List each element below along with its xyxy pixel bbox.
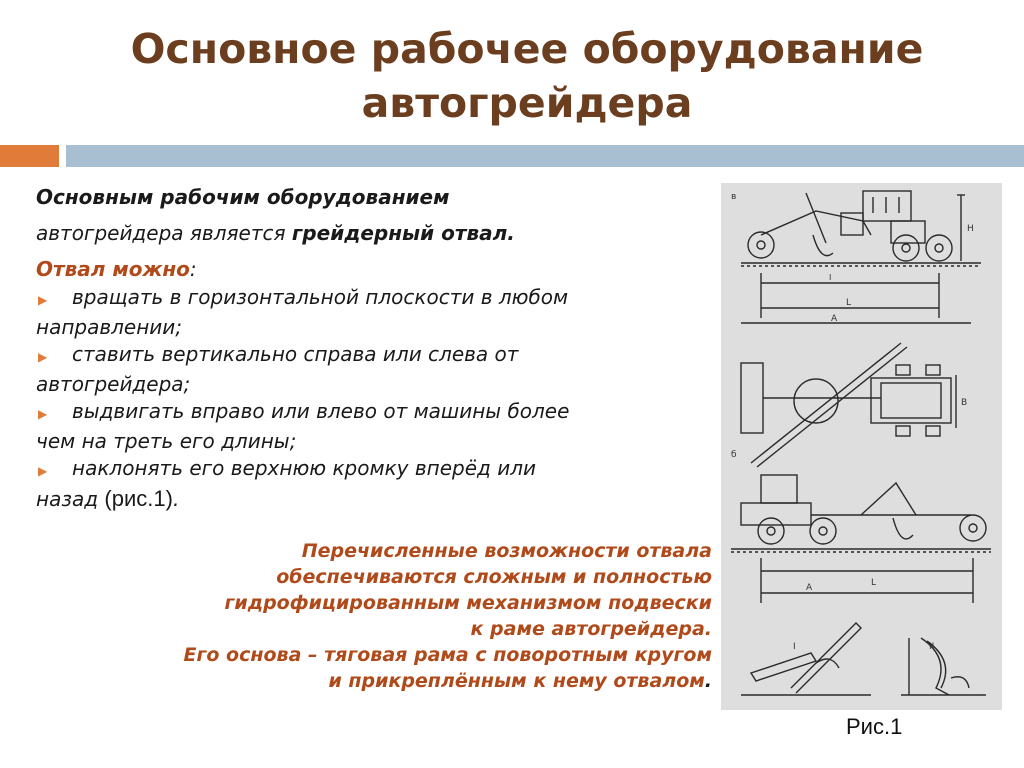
bullet-item [36,455,716,513]
bullet-end: . [172,487,180,511]
rear-wheel-icon [893,235,919,261]
rear-wheel-icon [926,235,952,261]
intro-emphasis: грейдерный отвал. [291,221,515,245]
bullet-item [36,398,716,455]
label-section: I [829,273,832,282]
turning-circle-icon [794,379,838,423]
title-line-1: Основное рабочее оборудование [130,25,924,73]
bullet-text-cont: направлении; [36,315,183,339]
note-line: Перечисленные возможности отвала [301,540,712,562]
intro-line-1: Основным рабочим оборудованием [36,185,450,209]
body-text [36,180,716,513]
bullet-text-cont: назад [36,487,105,511]
bullet-text: вращать в горизонтальной плоскости в любом [72,285,569,309]
slide-title [0,22,1024,130]
label-L2: L [871,578,877,588]
note-line: обеспечиваются сложным и полностью [276,566,712,588]
note-line: Его основа – тяговая рама с поворотным кругом [183,644,712,666]
cab-icon [863,191,911,221]
sub-heading-colon: : [189,257,197,281]
grader-drawing [721,183,1002,710]
grader-drawing-figure [721,183,1002,710]
bullet-text: выдвигать вправо или влево от машины более [72,399,570,423]
bullet-text-cont: чем на треть его длины; [36,429,297,453]
bullet-text: наклонять его верхнюю кромку вперёд или [72,456,536,480]
sub-heading-label: Отвал можно [36,257,190,281]
bullet-text-cont: автогрейдера; [36,372,191,396]
label-b: б [731,450,737,460]
sub-heading [36,254,716,284]
note-line-last [0,668,712,694]
label-a: в [731,192,737,202]
accent-bar-blue [66,145,1024,167]
note-line: к раме автогрейдера. [470,618,712,640]
bullet-item [36,341,716,398]
front-wheel-icon [748,232,774,258]
note-line: гидрофицированным механизмом подвески [224,592,712,614]
title-line-2: автогрейдера [361,79,693,127]
bullet-arrow-icon: ▶ [38,464,48,478]
bullet-arrow-icon: ▶ [38,407,48,421]
label-A2: A [806,583,813,593]
bullet-arrow-icon: ▶ [38,350,48,364]
intro-line-2 [36,218,716,248]
bullet-list [36,284,716,513]
label-B: B [961,398,968,408]
blade-icon [751,343,901,463]
bullet-arrow-icon: ▶ [38,293,48,307]
note-line: и прикреплённым к нему отвалом [328,670,705,692]
label-A: A [831,314,838,324]
label-height: Н [967,224,974,234]
bullet-text: ставить вертикально справа или слева от [72,342,519,366]
figure-reference: (рис.1) [104,486,173,511]
figure-caption: Рис.1 [846,714,903,739]
accent-bar-orange [0,145,59,167]
label-I: I [793,642,796,652]
note-paragraph [0,538,712,694]
bullet-item [36,284,716,341]
intro-text: автогрейдера является [36,221,292,245]
label-II: II [929,642,935,652]
label-length: L [846,298,852,308]
note-end: . [704,670,712,692]
